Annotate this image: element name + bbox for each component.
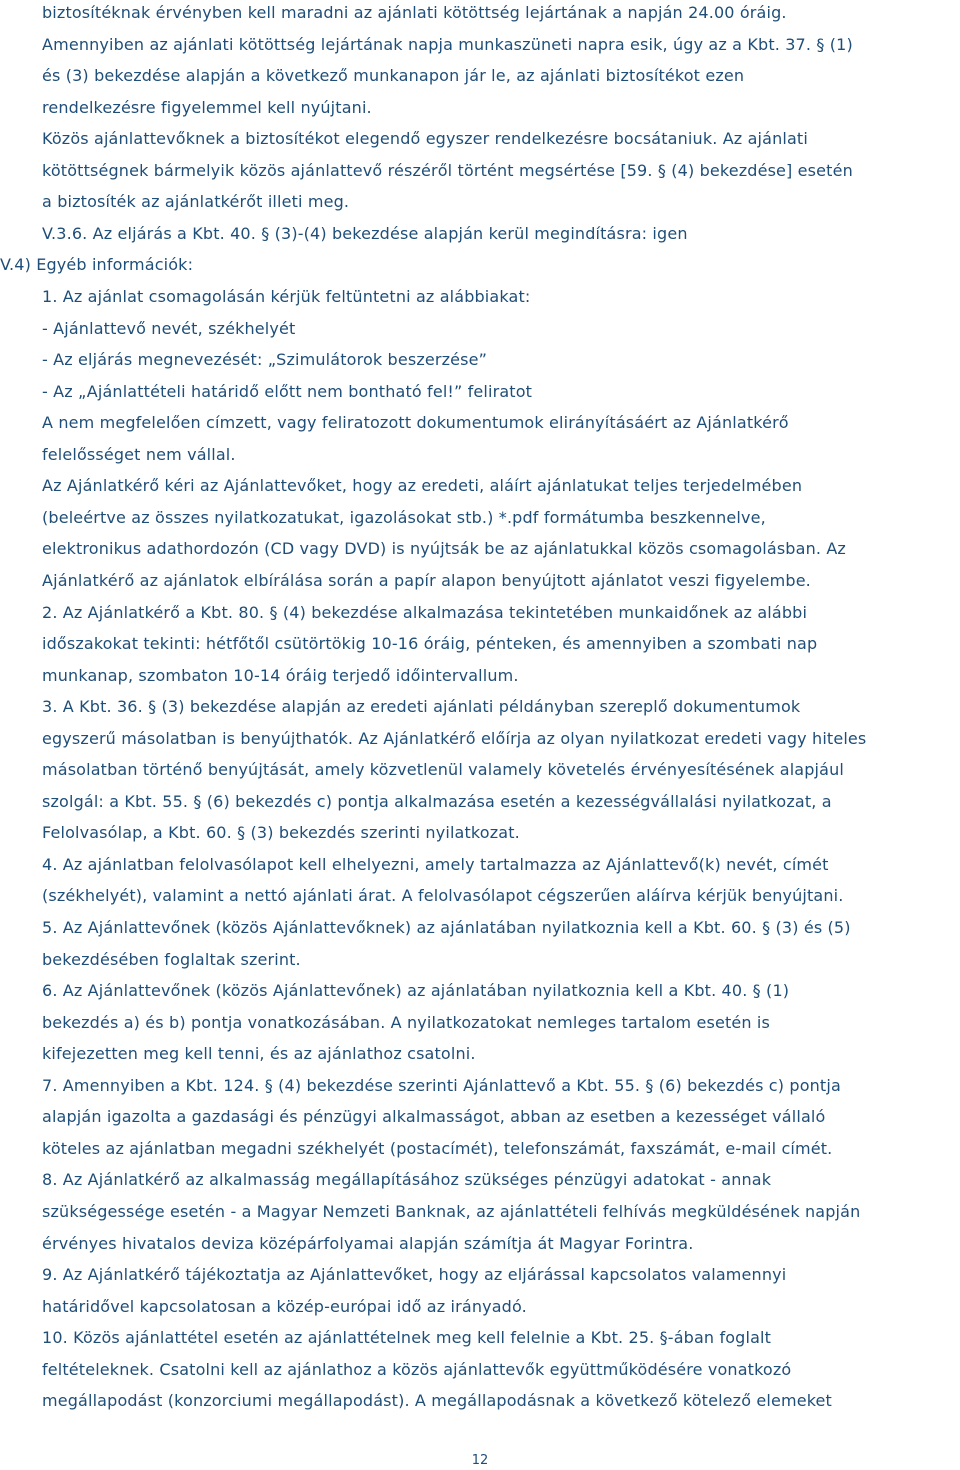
text-line: köteles az ajánlatban megadni székhelyét (postacímét), telefonszámát, faxszámát, e-mail címét. (42, 1138, 833, 1158)
text-line: Közös ajánlattevőknek a biztosítékot elegendő egyszer rendelkezésre bocsátaniuk. Az ajánlati (42, 129, 808, 149)
text-line: 5. Az Ajánlattevőnek (közös Ajánlattevőknek) az ajánlatában nyilatkoznia kell a Kbt. 60. § (3) és (5) (42, 918, 851, 937)
text-line: Ajánlatkérő az ajánlatok elbírálása során a papír alapon benyújtott ajánlatot veszi figyelembe. (42, 570, 811, 590)
text-line: felelősséget nem vállal. (42, 444, 236, 464)
text-line: V.4) Egyéb információk: (0, 255, 194, 275)
text-line: Amennyiben az ajánlati kötöttség lejártának napja munkaszüneti napra esik, úgy az a Kbt. 37. § (1) (42, 34, 853, 54)
text-line: bekezdésében foglaltak szerint. (42, 949, 301, 969)
text-line: alapján igazolta a gazdasági és pénzügyi alkalmasságot, abban az esetben a kezességet vállaló (42, 1107, 826, 1127)
text-line: V.3.6. Az eljárás a Kbt. 40. § (3)-(4) bekezdése alapján kerül megindításra: igen (42, 223, 688, 243)
text-line: kifejezetten meg kell tenni, és az ajánlathoz csatolni. (42, 1044, 476, 1064)
text-line: érvényes hivatalos deviza középárfolyamai alapján számítja át Magyar Forintra. (42, 1233, 694, 1253)
text-line: feltételeknek. Csatolni kell az ajánlathoz a közös ajánlattevők együttműködésére vonatkozó (42, 1359, 792, 1379)
text-line: (beleértve az összes nyilatkozatukat, igazolásokat stb.) *.pdf formátumba beszkennelve, (42, 507, 766, 527)
text-line: 1. Az ajánlat csomagolásán kérjük feltüntetni az alábbiakat: (42, 286, 531, 306)
text-line: a biztosíték az ajánlatkérőt illeti meg. (42, 192, 350, 212)
text-line: kötöttségnek bármelyik közös ajánlattevő részéről történt megsértése [59. § (4) bekezdése] esetén (42, 160, 853, 180)
text-line: egyszerű másolatban is benyújthatók. Az Ajánlatkérő előírja az olyan nyilatkozat eredeti vagy hiteles (42, 728, 867, 748)
text-line: időszakokat tekinti: hétfőtől csütörtökig 10-16 óráig, pénteken, és amennyiben a szombati nap (42, 634, 818, 653)
text-line: bekezdés a) és b) pontja vonatkozásában. A nyilatkozatokat nemleges tartalom esetén is (42, 1012, 770, 1032)
text-line: 8. Az Ajánlatkérő az alkalmasság megállapításához szükséges pénzügyi adatokat - annak (42, 1170, 772, 1190)
text-line: 10. Közös ajánlattétel esetén az ajánlattételnek meg kell felelnie a Kbt. 25. §-ában foglalt (42, 1328, 772, 1348)
text-line: szükségessége esetén - a Magyar Nemzeti Banknak, az ajánlattételi felhívás megküldésének napján (42, 1201, 861, 1221)
text-line: Felolvasólap, a Kbt. 60. § (3) bekezdés szerinti nyilatkozat. (42, 823, 520, 843)
text-line: (székhelyét), valamint a nettó ajánlati árat. A felolvasólapot cégszerűen aláírva kérjük benyújtani. (42, 886, 844, 906)
text-line: - Az „Ajánlattételi határidő előtt nem bontható fel!” feliratot (42, 381, 533, 401)
text-line: 3. A Kbt. 36. § (3) bekezdése alapján az eredeti ajánlati példányban szereplő dokumentumok (42, 697, 801, 717)
text-line: 6. Az Ajánlattevőnek (közös Ajánlattevőnek) az ajánlatában nyilatkoznia kell a Kbt. 40. § (1) (42, 981, 790, 1001)
text-line: A nem megfelelően címzett, vagy feliratozott dokumentumok elirányításáért az Ajánlatkérő (42, 413, 789, 433)
text-line: 9. Az Ajánlatkérő tájékoztatja az Ajánlattevőket, hogy az eljárással kapcsolatos valamennyi (42, 1265, 787, 1284)
text-line: 7. Amennyiben a Kbt. 124. § (4) bekezdése szerinti Ajánlattevő a Kbt. 55. § (6) bekezdés c) pontja (42, 1075, 841, 1095)
text-line: - Az eljárás megnevezését: „Szimulátorok beszerzése” (42, 350, 488, 370)
text-line: másolatban történő benyújtását, amely közvetlenül valamely követelés érvényesítésének alapjául (42, 760, 844, 780)
text-line: szolgál: a Kbt. 55. § (6) bekezdés c) pontja alkalmazása esetén a kezességvállalási nyilatkozat, a (42, 791, 832, 811)
text-line: munkanap, szombaton 10-14 óráig terjedő időintervallum. (42, 665, 519, 685)
text-line: elektronikus adathordozón (CD vagy DVD) is nyújtsák be az ajánlatukkal közös csomagolásban. Az (42, 539, 846, 559)
text-line: határidővel kapcsolatosan a közép-európai idő az irányadó. (42, 1296, 527, 1316)
text-line: 2. Az Ajánlatkérő a Kbt. 80. § (4) bekezdése alkalmazása tekintetében munkaidőnek az alábbi (42, 602, 808, 622)
text-line: és (3) bekezdése alapján a következő munkanapon jár le, az ajánlati biztosítékot ezen (42, 66, 745, 86)
page-number: 12 (471, 1453, 489, 1468)
text-line: 4. Az ajánlatban felolvasólapot kell elhelyezni, amely tartalmazza az Ajánlattevő(k) nevét, címét (42, 854, 829, 874)
text-line: Az Ajánlatkérő kéri az Ajánlattevőket, hogy az eredeti, aláírt ajánlatukat teljes terjedelmében (42, 476, 803, 496)
text-line: biztosítéknak érvényben kell maradni az ajánlati kötöttség lejártának a napján 24.00 óráig. (42, 3, 787, 22)
text-line: - Ajánlattevő nevét, székhelyét (42, 318, 296, 338)
text-line: megállapodást (konzorciumi megállapodást). A megállapodásnak a következő kötelező elemeket (42, 1391, 832, 1411)
text-line: rendelkezésre figyelemmel kell nyújtani. (42, 97, 372, 117)
